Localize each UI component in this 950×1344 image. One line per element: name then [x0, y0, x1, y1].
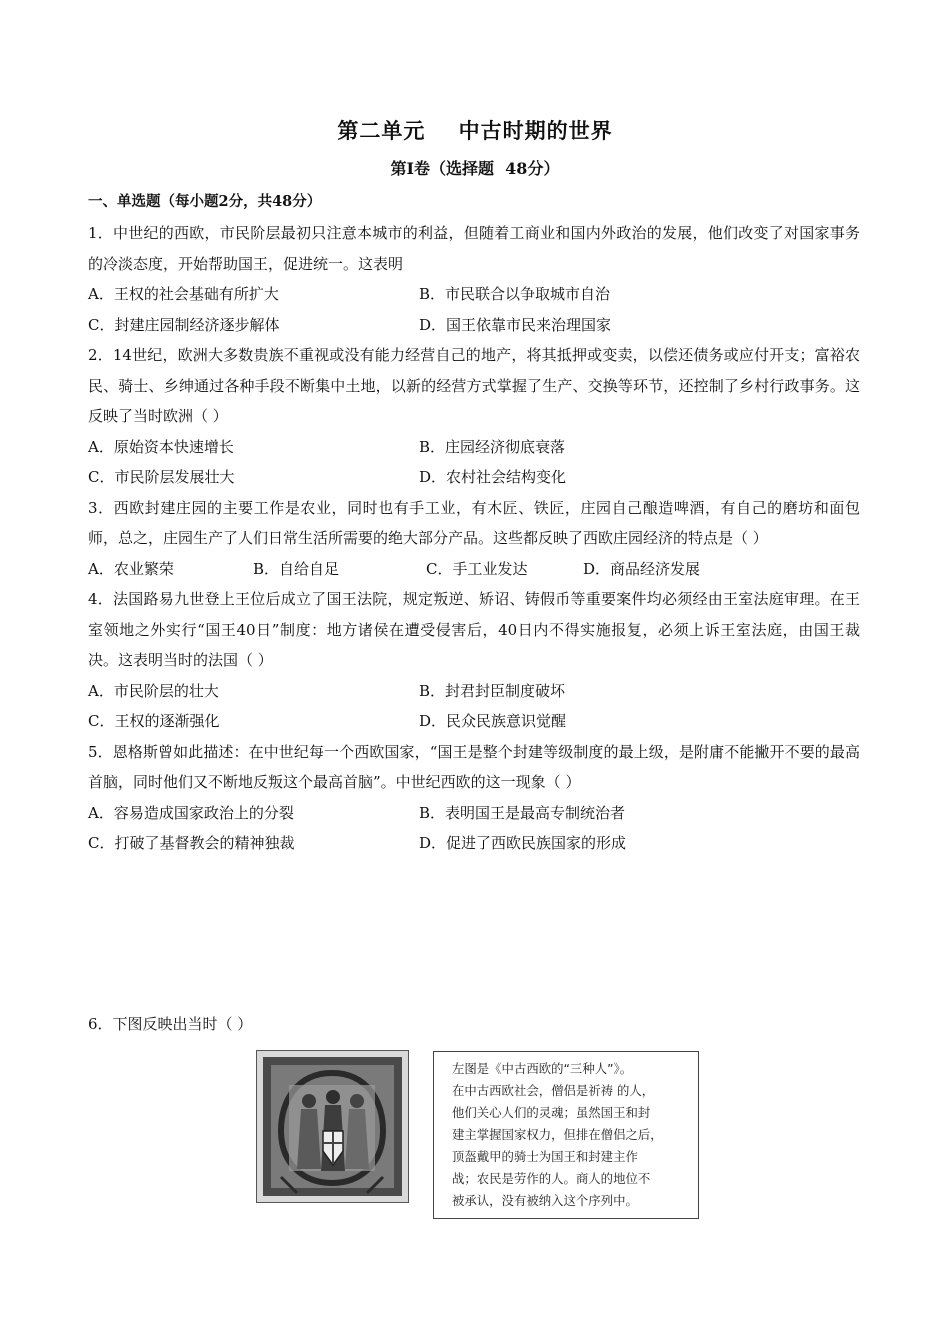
option-d: D．国王依靠市民来治理国家 — [419, 315, 612, 334]
question-4 — [88, 584, 860, 737]
unit-title: 第二单元 中古时期的世界 — [337, 119, 613, 143]
options — [88, 676, 860, 737]
option-d: D．商品经济发展 — [583, 559, 701, 578]
option-c: C．手工业发达 — [426, 559, 528, 578]
option-b: B．自给自足 — [253, 559, 340, 578]
options — [88, 798, 860, 859]
option-b: B．封君封臣制度破坏 — [419, 681, 566, 700]
options — [88, 554, 860, 585]
option-d: D．农村社会结构变化 — [419, 468, 567, 486]
question-list — [88, 218, 860, 859]
question-stem: 1．中世纪的西欧，市民阶层最初只注意本城市的利益，但随着工商业和国内外政治的发展，他们改变了对国家事务的冷淡态度，开始帮助国王，促进统一。这表明 — [88, 224, 860, 273]
medieval-three-estates-illustration — [256, 1050, 409, 1203]
question-1 — [88, 218, 860, 340]
volume-subtitle: 第Ⅰ卷（选择题 48分） — [390, 159, 560, 178]
caption-line: 左图是《中古西欧的“三种人”》。 — [452, 1061, 633, 1076]
illustration-caption-box — [433, 1051, 699, 1219]
question-6-stem: 6．下图反映出当时（ ） — [88, 1015, 253, 1033]
option-a: A．王权的社会基础有所扩大 — [88, 285, 279, 303]
caption-line: 被承认，没有被纳入这个序列中。 — [452, 1193, 638, 1208]
options — [88, 432, 860, 493]
question-5 — [88, 737, 860, 859]
option-b: B．庄园经济彻底衰落 — [419, 437, 566, 456]
option-b: B．表明国王是最高专制统治者 — [419, 803, 626, 822]
option-a: A．农业繁荣 — [88, 559, 174, 578]
option-b: B．市民联合以争取城市自治 — [419, 285, 611, 303]
caption-line: 在中古西欧社会，僧侣是祈祷 的人， — [452, 1083, 655, 1098]
question-stem: 5．恩格斯曾如此描述：在中世纪每一个西欧国家，“国王是整个封建等级制度的最上级，是附庸不能撇开不要的最高首脑，同时他们又不断地反叛这个最高首脑”。中世纪西欧的这一现象（ ） — [88, 742, 860, 791]
caption-line: 战；农民是劳作的人。商人的地位不 — [452, 1171, 651, 1186]
caption-line: 他们关心人们的灵魂；虽然国王和封 — [452, 1105, 651, 1120]
illustration-image — [257, 1051, 408, 1202]
option-c: C．市民阶层发展壮大 — [88, 468, 235, 486]
option-d: D．促进了西欧民族国家的形成 — [419, 834, 627, 852]
option-a: A．市民阶层的壮大 — [88, 681, 219, 700]
option-c: C．封建庄园制经济逐步解体 — [88, 315, 280, 334]
option-c: C．王权的逐渐强化 — [88, 712, 220, 730]
option-a: A．容易造成国家政治上的分裂 — [88, 803, 294, 822]
options — [88, 279, 860, 340]
caption-line: 建主掌握国家权力，但排在僧侣之后， — [452, 1127, 663, 1142]
question-stem: 2．14世纪，欧洲大多数贵族不重视或没有能力经营自己的地产，将其抵押或变卖，以偿还债务或应付开支；富裕农民、骑士、乡绅通过各种手段不断集中土地，以新的经营方式掌握了生产、交换等环节，还控制了乡村行政事务。这反映了当时欧洲（ ） — [88, 346, 860, 425]
option-d: D．民众民族意识觉醒 — [419, 712, 567, 730]
question-3 — [88, 493, 860, 585]
question-stem: 4．法国路易九世登上王位后成立了国王法院，规定叛逆、矫诏、铸假币等重要案件均必须经由王室法庭审理。在王室领地之外实行“国王40日”制度：地方诸侯在遭受侵害后，40日内不得实施报复，必须上诉王室法庭，由国王裁决。这表明当时的法国（ ） — [88, 590, 860, 669]
question-2 — [88, 340, 860, 493]
caption-line: 顶盔戴甲的骑士为国王和封建主作 — [452, 1149, 638, 1164]
option-c: C．打破了基督教会的精神独裁 — [88, 834, 295, 852]
question-stem: 3．西欧封建庄园的主要工作是农业，同时也有手工业，有木匠、铁匠，庄园自己酿造啤酒，有自己的磨坊和面包师，总之，庄园生产了人们日常生活所需要的绝大部分产品。这些都反映了西欧庄园经济的特点是（ ） — [88, 498, 860, 547]
section-heading: 一、单选题（每小题2分，共48分） — [88, 193, 322, 210]
option-a: A．原始资本快速增长 — [88, 437, 234, 456]
